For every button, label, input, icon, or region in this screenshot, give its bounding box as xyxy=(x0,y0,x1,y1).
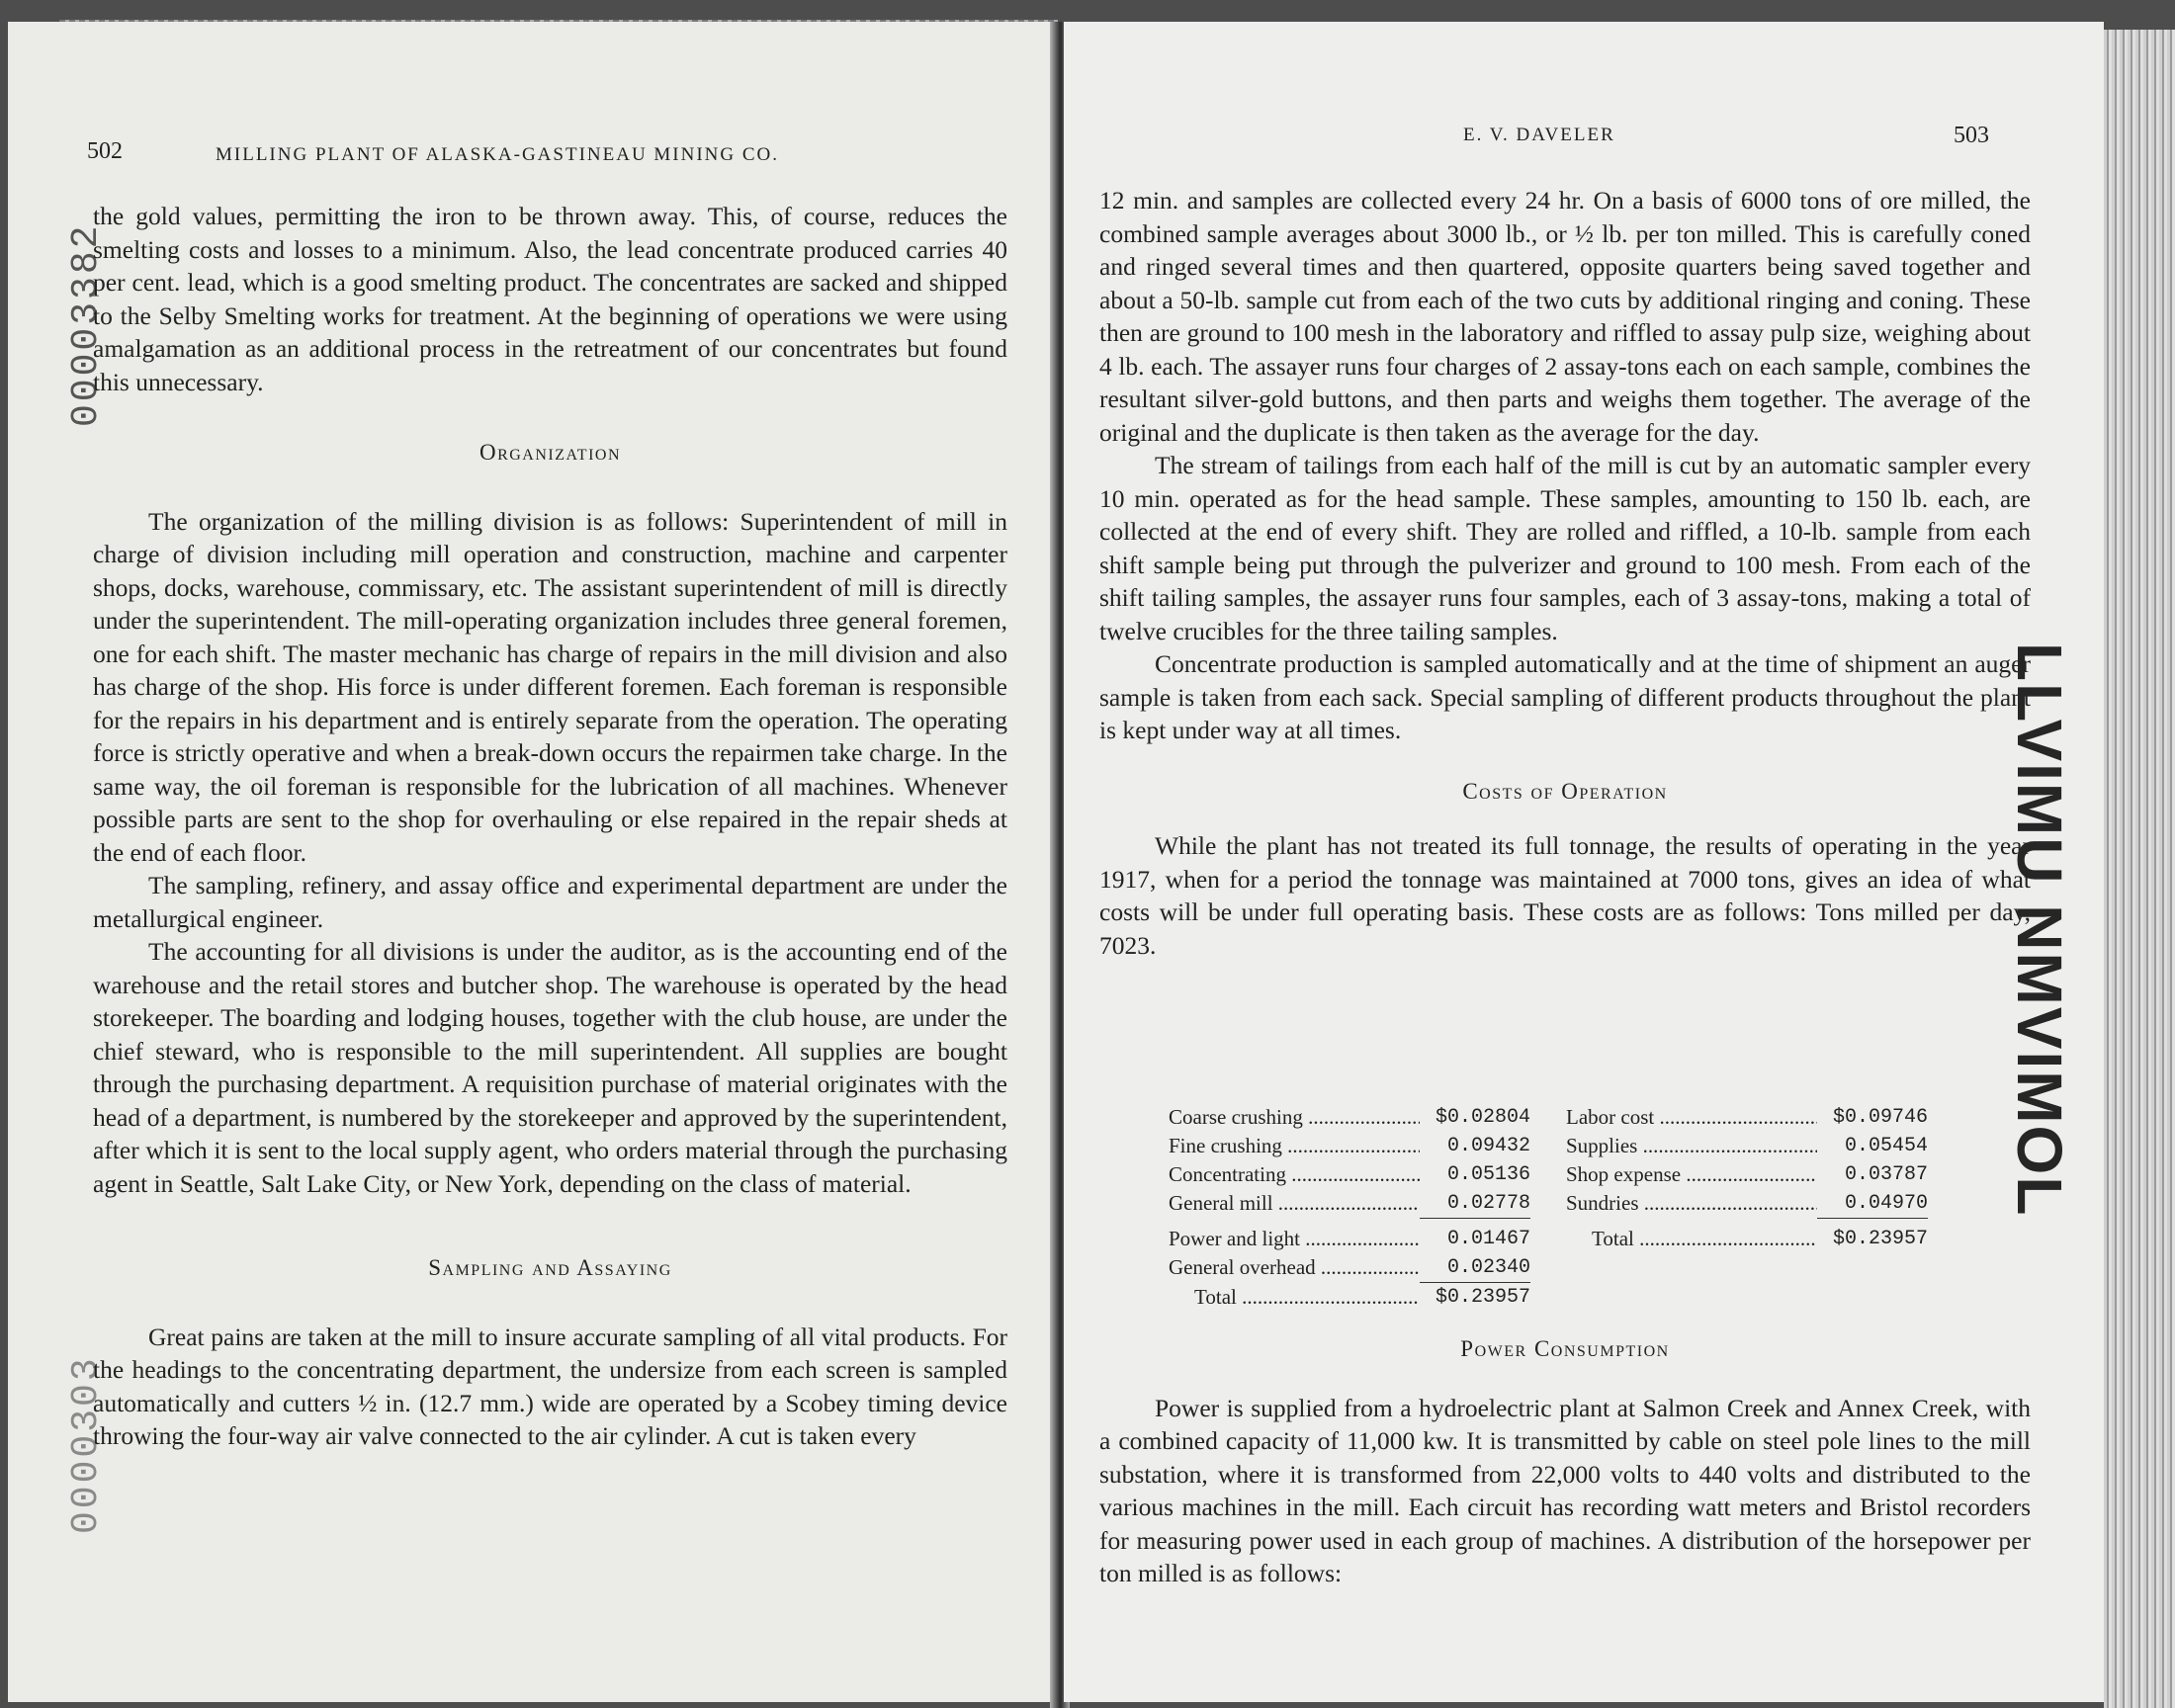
cost-label: Total ..... xyxy=(1169,1283,1420,1312)
right-page xyxy=(1064,22,2104,1702)
cost-row xyxy=(1169,1225,1530,1253)
cost-value: 0.02778 xyxy=(1420,1189,1530,1219)
left-page-number: 502 xyxy=(87,138,123,164)
heading-sampling: Sampling and Assaying xyxy=(428,1255,672,1280)
cost-value: $0.23957 xyxy=(1435,1286,1530,1309)
right-text-column-lower xyxy=(1099,1332,2031,1590)
power-paragraph: Power is supplied from a hydroelectric plant at Salmon Creek and Annex Creek, with a combined capacity of 11,000 kw. It is transmitted by cable on steel pole lines to the mill substation, where it is transformed from 22,000 volts to 440 volts and distributed to the various machines in the mill. Each circuit has recording watt meters and Bristol recorders for measuring power used in each group of machines. A distribution of the horsepower per ton milled is as follows: xyxy=(1099,1393,2031,1587)
cost-label: Coarse crushing ..... xyxy=(1169,1103,1420,1132)
cost-row xyxy=(1566,1103,1928,1132)
heading-organization: Organization xyxy=(478,440,622,465)
right-page-number: 503 xyxy=(1954,123,1989,148)
cost-label: Supplies ..... xyxy=(1566,1132,1817,1160)
cost-total-row xyxy=(1566,1225,1928,1253)
cost-row xyxy=(1169,1103,1530,1132)
costs-table-right xyxy=(1566,1103,1928,1253)
cost-row xyxy=(1566,1189,1928,1219)
cost-row xyxy=(1169,1253,1530,1283)
cost-label: Total ..... xyxy=(1566,1225,1817,1253)
cost-label: Concentrating ..... xyxy=(1169,1160,1420,1189)
margin-number-top: 00003382 xyxy=(65,222,108,427)
costs-table-left xyxy=(1169,1103,1530,1312)
cost-value: 0.09432 xyxy=(1446,1135,1530,1157)
cost-row xyxy=(1169,1160,1530,1189)
cost-value: $0.09746 xyxy=(1832,1106,1928,1129)
cost-value: 0.05136 xyxy=(1446,1163,1530,1186)
cost-label: Labor cost ..... xyxy=(1566,1103,1817,1132)
cost-value: $0.02804 xyxy=(1435,1106,1530,1129)
organization-paragraph-1: The organization of the milling division is as follows: Superintendent of mill in charge of division including mill operation and construction, machine and carpenter shops, docks, warehouse, commissary, etc. The assistant superintendent of mill is directly under the superintendent. The mill-operating organization includes three general foremen, one for each shift. The master mechanic has charge of repairs in the mill division and also has charge of the shop. His force is under different foremen. Each foreman is responsible for the repairs in his department and is entirely separate from the operation. The operating force is strictly operative and when a break-down occurs the repairmen take charge. In the same way, the oil foreman is responsible for the lubrication of all machines. Whenever possible parts are sent to the shop for overhauling or else repaired in the repair sheds at the end of each floor. xyxy=(93,506,1007,867)
cost-row xyxy=(1169,1189,1530,1219)
cost-label: Sundries ..... xyxy=(1566,1189,1817,1219)
cost-value: 0.05454 xyxy=(1844,1135,1928,1157)
heading-power: Power Consumption xyxy=(1460,1336,1670,1361)
right-text-column xyxy=(1099,184,2031,962)
cost-row xyxy=(1566,1160,1928,1189)
heading-costs: Costs of Operation xyxy=(1462,778,1668,804)
cost-value: $0.23957 xyxy=(1832,1228,1928,1250)
cost-total-row xyxy=(1169,1283,1530,1312)
margin-number-bottom: 0000303 xyxy=(65,1355,108,1534)
cost-label: Shop expense ..... xyxy=(1566,1160,1817,1189)
costs-paragraph: While the plant has not treated its full tonnage, the results of operating in the year 1917, when for a period the tonnage was maintained at 7000 tons, gives an idea of what costs will be under full operating basis. These costs are as follows: Tons milled per day, 7023. xyxy=(1099,831,2031,960)
edge-stamp: LLVIMU NMVIMOL xyxy=(2004,642,2075,1218)
concentrate-paragraph: Concentrate production is sampled automatically and at the time of shipment an auger sample is taken from each sack. Special sampling of different products throughout the plant is kept under way at all times. xyxy=(1099,649,2031,744)
page-edge-stack xyxy=(2104,30,2175,1708)
cost-label: General mill ..... xyxy=(1169,1189,1420,1219)
left-running-head: MILLING PLANT OF ALASKA-GASTINEAU MINING CO. xyxy=(216,144,780,165)
continued-paragraph: 12 min. and samples are collected every 24 hr. On a basis of 6000 tons of ore milled, the combined sample averages about 3000 lb., or ½ lb. per ton milled. This is carefully coned and ringed several times and then quartered, opposite quarters being saved together and about a 50-lb. sample cut from each of the two cuts by additional ringing and coning. These then are ground to 100 mesh in the laboratory and riffled to assay pulp size, weighing about 4 lb. each. The assayer runs four charges of 2 assay-tons each on each sample, combines the resultant silver-gold buttons, and then parts and weighs them together. The average of the original and the duplicate is then taken as the average for the day. xyxy=(1099,186,2031,447)
sampling-paragraph: Great pains are taken at the mill to insure accurate sampling of all vital products. For the headings to the concentrating department, the undersize from each screen is sampled automatically and cutters ½ in. (12.7 mm.) wide are operated by a Scobey timing device throwing the four-way air valve connected to the air cylinder. A cut is taken every xyxy=(93,1322,1007,1450)
left-page xyxy=(8,22,1058,1702)
organization-paragraph-3: The accounting for all divisions is under the auditor, as is the accounting end of the warehouse and the retail stores and butcher shop. The warehouse is operated by the head storekeeper. The boarding and lodging houses, together with the club house, are under the chief steward, who is responsible to the mill superintendent. All supplies are bought through the purchasing department. A requisition purchase of material originates with the head of a department, is numbered by the storekeeper and approved by the superintendent, after which it is sent to the local supply agent, who orders material through the purchasing agent in Seattle, Salt Lake City, or New York, depending on the class of material. xyxy=(93,937,1007,1198)
tailings-paragraph: The stream of tailings from each half of the mill is cut by an automatic sampler every 10 min. operated as for the head sample. These samples, amounting to 150 lb. each, are collected at the end of every shift. They are rolled and riffled, a 10-lb. sample from each shift sample being put through the pulverizer and ground to 100 mesh. From each of the shift tailing samples, the assayer runs four samples, each of 3 assay-tons, making a total of twelve crucibles for the three tailing samples. xyxy=(1099,451,2031,645)
continued-paragraph: the gold values, permitting the iron to be thrown away. This, of course, reduces the smelting costs and losses to a minimum. Also, the lead concentrate produced carries 40 per cent. lead, which is a good smelting product. The concentrates are sacked and shipped to the Selby Smelting works for treatment. At the beginning of operations we were using amalgamation as an additional process in the retreatment of our concentrates but found this unnecessary. xyxy=(93,202,1007,396)
organization-paragraph-2: The sampling, refinery, and assay office and experimental department are under the metallurgical engineer. xyxy=(93,871,1007,933)
right-running-head: E. V. DAVELER xyxy=(1463,125,1615,145)
cost-row xyxy=(1566,1132,1928,1160)
cost-value: 0.04970 xyxy=(1817,1189,1928,1219)
cost-row xyxy=(1169,1132,1530,1160)
cost-label: Fine crushing ..... xyxy=(1169,1132,1420,1160)
cost-value: 0.01467 xyxy=(1446,1228,1530,1250)
cost-value: 0.03787 xyxy=(1844,1163,1928,1186)
cost-value: 0.02340 xyxy=(1420,1253,1530,1283)
cost-label: Power and light ..... xyxy=(1169,1225,1420,1253)
cost-label: General overhead ..... xyxy=(1169,1253,1420,1283)
left-text-column xyxy=(93,200,1007,1453)
